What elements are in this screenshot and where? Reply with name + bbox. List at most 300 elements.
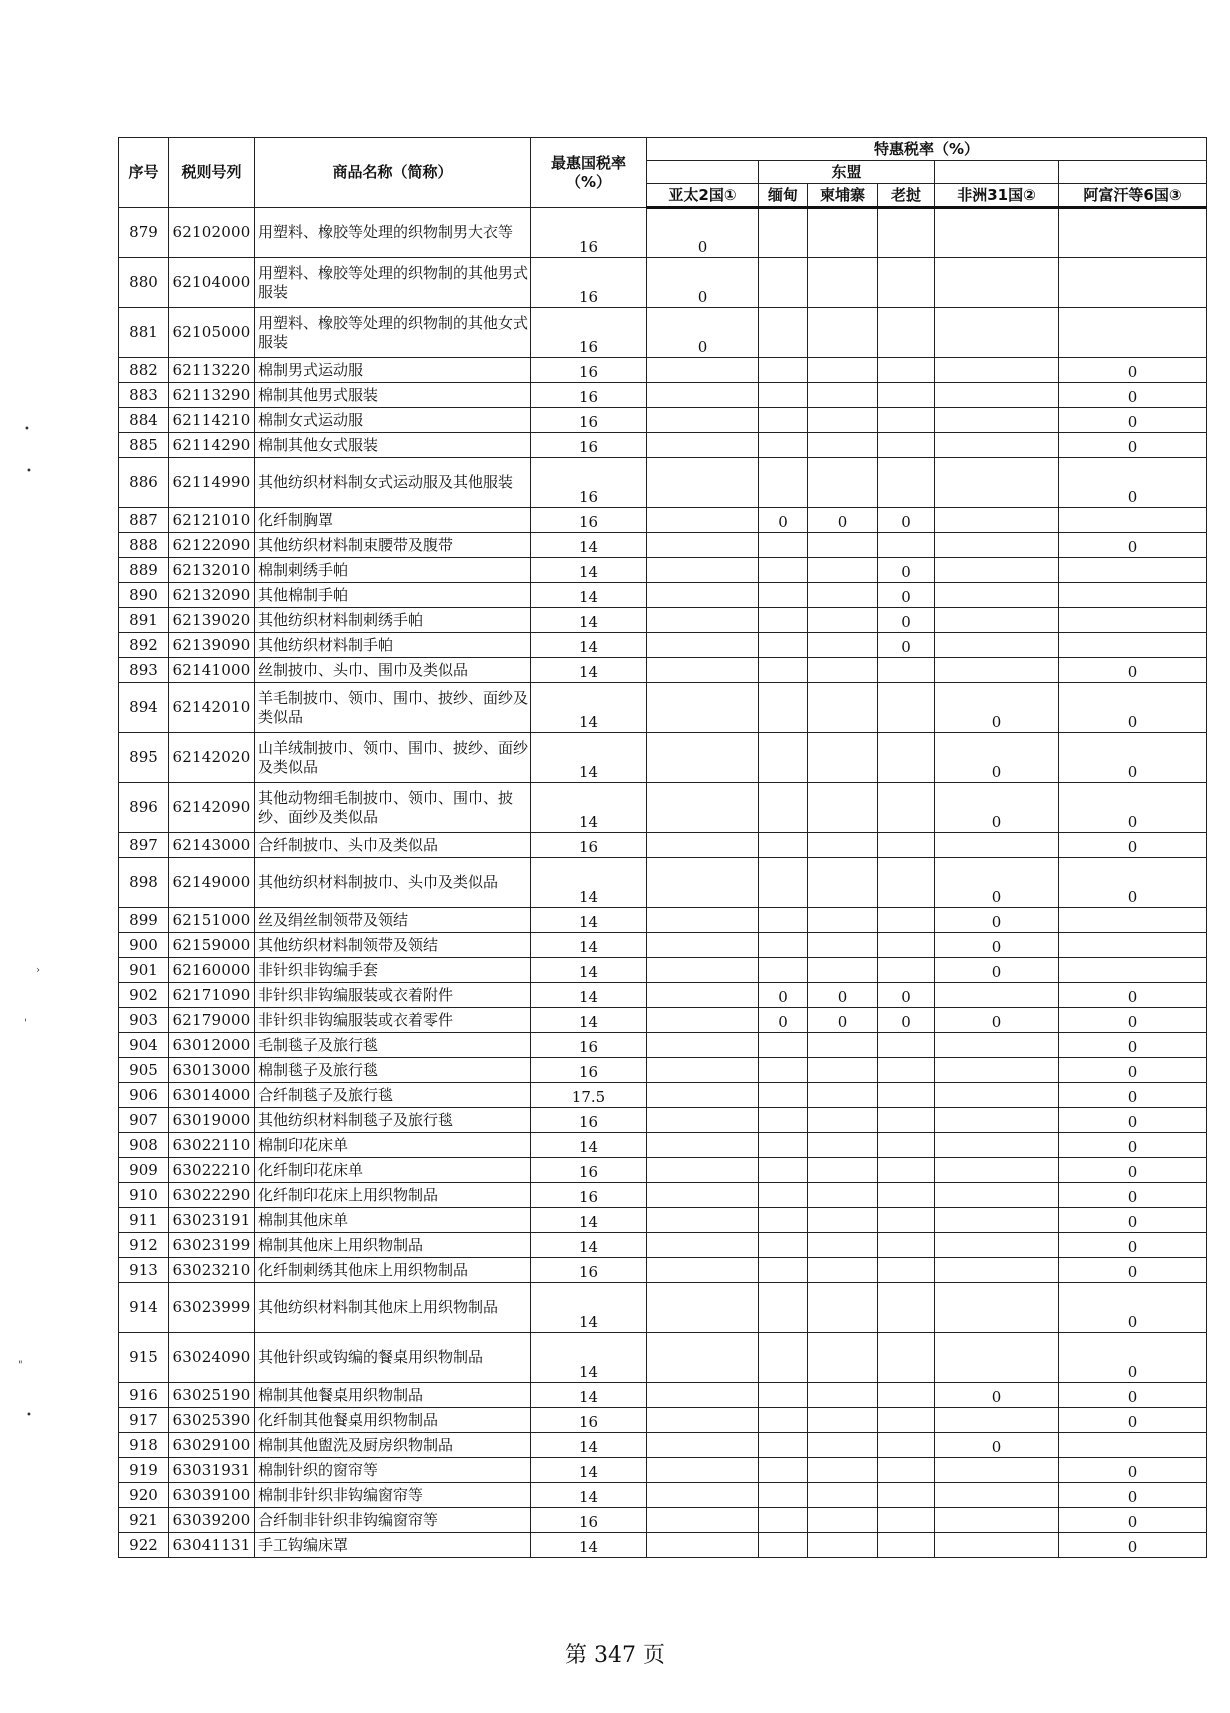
row-mm-rate	[759, 558, 808, 583]
row-mfn-rate: 14	[531, 1458, 647, 1483]
row-kh-rate	[808, 1058, 878, 1083]
row-af31-rate	[935, 1183, 1059, 1208]
row-mm-rate	[759, 1033, 808, 1058]
scan-speck: ›	[36, 965, 40, 976]
row-ap2-rate	[647, 908, 759, 933]
row-mfn-rate: 16	[531, 508, 647, 533]
row-mm-rate	[759, 1508, 808, 1533]
row-afg6-rate	[1059, 933, 1207, 958]
row-mfn-rate: 16	[531, 358, 647, 383]
row-af31-rate: 0	[935, 958, 1059, 983]
row-mfn-rate: 16	[531, 208, 647, 258]
row-af31-rate	[935, 658, 1059, 683]
row-seq: 902	[119, 983, 169, 1008]
row-code: 62114990	[169, 458, 255, 508]
row-kh-rate: 0	[808, 508, 878, 533]
table-row	[119, 783, 1207, 833]
row-seq: 896	[119, 783, 169, 833]
row-af31-rate	[935, 208, 1059, 258]
row-mm-rate	[759, 1133, 808, 1158]
row-ap2-rate	[647, 633, 759, 658]
row-code: 63025390	[169, 1408, 255, 1433]
row-mm-rate	[759, 1433, 808, 1458]
row-mm-rate	[759, 208, 808, 258]
row-mfn-rate: 14	[531, 658, 647, 683]
row-af31-rate	[935, 533, 1059, 558]
row-la-rate	[878, 1158, 935, 1183]
row-mfn-rate: 14	[531, 908, 647, 933]
row-name: 棉制毯子及旅行毯	[255, 1058, 531, 1083]
row-name: 棉制女式运动服	[255, 408, 531, 433]
header-mfn: 最惠国税率（%）	[531, 138, 647, 208]
row-mm-rate	[759, 1083, 808, 1108]
row-afg6-rate: 0	[1059, 1108, 1207, 1133]
row-name: 其他棉制手帕	[255, 583, 531, 608]
row-kh-rate	[808, 1033, 878, 1058]
row-af31-rate	[935, 1083, 1059, 1108]
table-row	[119, 583, 1207, 608]
row-kh-rate	[808, 383, 878, 408]
row-afg6-rate	[1059, 583, 1207, 608]
table-row	[119, 1458, 1207, 1483]
row-mfn-rate: 16	[531, 833, 647, 858]
row-kh-rate	[808, 408, 878, 433]
row-code: 62114290	[169, 433, 255, 458]
row-mm-rate	[759, 1533, 808, 1558]
scan-speck: •	[26, 1410, 32, 1421]
row-kh-rate	[808, 1233, 878, 1258]
row-kh-rate	[808, 1433, 878, 1458]
row-mm-rate	[759, 583, 808, 608]
table-row	[119, 1383, 1207, 1408]
row-ap2-rate	[647, 958, 759, 983]
row-code: 63031931	[169, 1458, 255, 1483]
header-ap2: 亚太2国①	[647, 184, 759, 208]
row-ap2-rate	[647, 1133, 759, 1158]
row-name: 羊毛制披巾、领巾、围巾、披纱、面纱及类似品	[255, 683, 531, 733]
row-code: 63025190	[169, 1383, 255, 1408]
row-ap2-rate	[647, 1433, 759, 1458]
row-af31-rate	[935, 983, 1059, 1008]
row-af31-rate: 0	[935, 908, 1059, 933]
row-afg6-rate: 0	[1059, 1408, 1207, 1433]
table-row	[119, 833, 1207, 858]
row-code: 62122090	[169, 533, 255, 558]
row-kh-rate	[808, 558, 878, 583]
row-kh-rate: 0	[808, 1008, 878, 1033]
row-afg6-rate: 0	[1059, 1458, 1207, 1483]
header-la: 老挝	[878, 184, 935, 208]
row-mfn-rate: 16	[531, 458, 647, 508]
row-mfn-rate: 16	[531, 1158, 647, 1183]
row-kh-rate	[808, 1483, 878, 1508]
row-mfn-rate: 14	[531, 1008, 647, 1033]
row-af31-rate	[935, 408, 1059, 433]
row-kh-rate	[808, 933, 878, 958]
scan-speck: •	[26, 466, 32, 477]
row-ap2-rate	[647, 1333, 759, 1383]
row-af31-rate: 0	[935, 1433, 1059, 1458]
row-kh-rate	[808, 308, 878, 358]
row-mm-rate	[759, 1208, 808, 1233]
row-af31-rate	[935, 633, 1059, 658]
row-mm-rate	[759, 1158, 808, 1183]
row-ap2-rate	[647, 1283, 759, 1333]
row-kh-rate: 0	[808, 983, 878, 1008]
row-kh-rate	[808, 1158, 878, 1183]
row-af31-rate: 0	[935, 783, 1059, 833]
row-name: 用塑料、橡胶等处理的织物制的其他女式服装	[255, 308, 531, 358]
table-row	[119, 1533, 1207, 1558]
row-la-rate	[878, 533, 935, 558]
scan-speck: "	[18, 1360, 23, 1371]
row-code: 63039100	[169, 1483, 255, 1508]
row-ap2-rate	[647, 983, 759, 1008]
row-name: 化纤制印花床上用织物制品	[255, 1183, 531, 1208]
row-code: 62160000	[169, 958, 255, 983]
row-name: 棉制其他床上用织物制品	[255, 1233, 531, 1258]
row-mm-rate	[759, 1258, 808, 1283]
row-seq: 922	[119, 1533, 169, 1558]
row-kh-rate	[808, 633, 878, 658]
row-kh-rate	[808, 733, 878, 783]
row-kh-rate	[808, 1383, 878, 1408]
row-mm-rate	[759, 858, 808, 908]
row-name: 棉制其他盥洗及厨房织物制品	[255, 1433, 531, 1458]
row-seq: 887	[119, 508, 169, 533]
row-af31-rate	[935, 1058, 1059, 1083]
row-seq: 889	[119, 558, 169, 583]
row-code: 62121010	[169, 508, 255, 533]
row-ap2-rate	[647, 458, 759, 508]
row-af31-rate	[935, 508, 1059, 533]
table-row	[119, 1408, 1207, 1433]
row-ap2-rate	[647, 583, 759, 608]
row-mm-rate: 0	[759, 983, 808, 1008]
row-mm-rate	[759, 1483, 808, 1508]
row-code: 62139090	[169, 633, 255, 658]
row-name: 棉制其他男式服装	[255, 383, 531, 408]
row-mfn-rate: 14	[531, 683, 647, 733]
row-afg6-rate: 0	[1059, 1508, 1207, 1533]
row-afg6-rate	[1059, 608, 1207, 633]
row-af31-rate: 0	[935, 1008, 1059, 1033]
table-row	[119, 508, 1207, 533]
row-af31-rate	[935, 1233, 1059, 1258]
row-mfn-rate: 16	[531, 433, 647, 458]
table-header	[119, 138, 1207, 208]
row-mfn-rate: 14	[531, 1483, 647, 1508]
row-code: 63023210	[169, 1258, 255, 1283]
row-la-rate	[878, 783, 935, 833]
row-mm-rate	[759, 1233, 808, 1258]
row-la-rate	[878, 1433, 935, 1458]
row-code: 62141000	[169, 658, 255, 683]
row-la-rate	[878, 1283, 935, 1333]
table-row	[119, 1483, 1207, 1508]
row-af31-rate	[935, 1458, 1059, 1483]
row-la-rate: 0	[878, 608, 935, 633]
row-ap2-rate	[647, 933, 759, 958]
row-name: 其他纺织材料制领带及领结	[255, 933, 531, 958]
table-row	[119, 858, 1207, 908]
row-seq: 907	[119, 1108, 169, 1133]
row-name: 其他纺织材料制手帕	[255, 633, 531, 658]
row-la-rate	[878, 1033, 935, 1058]
row-code: 63024090	[169, 1333, 255, 1383]
row-mm-rate	[759, 1283, 808, 1333]
row-ap2-rate	[647, 358, 759, 383]
row-name: 手工钩编床罩	[255, 1533, 531, 1558]
row-name: 其他动物细毛制披巾、领巾、围巾、披纱、面纱及类似品	[255, 783, 531, 833]
scan-speck: •	[24, 424, 30, 435]
row-seq: 882	[119, 358, 169, 383]
table-row	[119, 933, 1207, 958]
row-seq: 913	[119, 1258, 169, 1283]
row-ap2-rate	[647, 1208, 759, 1233]
row-af31-rate	[935, 1533, 1059, 1558]
row-name: 非针织非钩编手套	[255, 958, 531, 983]
row-seq: 901	[119, 958, 169, 983]
row-afg6-rate: 0	[1059, 1058, 1207, 1083]
row-la-rate	[878, 1383, 935, 1408]
row-mm-rate	[759, 933, 808, 958]
row-code: 62142010	[169, 683, 255, 733]
row-mfn-rate: 14	[531, 633, 647, 658]
row-name: 棉制针织的窗帘等	[255, 1458, 531, 1483]
row-mm-rate	[759, 633, 808, 658]
header-asean: 东盟	[759, 161, 935, 184]
row-mm-rate	[759, 958, 808, 983]
row-seq: 883	[119, 383, 169, 408]
row-seq: 888	[119, 533, 169, 558]
header-kh: 柬埔寨	[808, 184, 878, 208]
row-af31-rate	[935, 1133, 1059, 1158]
row-mfn-rate: 16	[531, 1408, 647, 1433]
row-af31-rate	[935, 1258, 1059, 1283]
row-code: 62113220	[169, 358, 255, 383]
row-af31-rate	[935, 583, 1059, 608]
row-code: 62142020	[169, 733, 255, 783]
row-la-rate	[878, 1258, 935, 1283]
row-seq: 920	[119, 1483, 169, 1508]
table-row	[119, 1508, 1207, 1533]
row-name: 化纤制胸罩	[255, 508, 531, 533]
row-mfn-rate: 14	[531, 1533, 647, 1558]
row-code: 62104000	[169, 258, 255, 308]
row-name: 棉制非针织非钩编窗帘等	[255, 1483, 531, 1508]
row-seq: 890	[119, 583, 169, 608]
row-la-rate	[878, 408, 935, 433]
row-la-rate	[878, 658, 935, 683]
row-code: 62151000	[169, 908, 255, 933]
row-afg6-rate: 0	[1059, 1158, 1207, 1183]
row-name: 其他纺织材料制女式运动服及其他服装	[255, 458, 531, 508]
row-seq: 915	[119, 1333, 169, 1383]
row-afg6-rate: 0	[1059, 1183, 1207, 1208]
row-af31-rate: 0	[935, 858, 1059, 908]
row-kh-rate	[808, 958, 878, 983]
row-afg6-rate	[1059, 1433, 1207, 1458]
row-ap2-rate	[647, 608, 759, 633]
row-seq: 916	[119, 1383, 169, 1408]
row-kh-rate	[808, 1108, 878, 1133]
row-mfn-rate: 16	[531, 1258, 647, 1283]
row-la-rate	[878, 1108, 935, 1133]
row-code: 63022110	[169, 1133, 255, 1158]
table-row	[119, 1083, 1207, 1108]
row-mfn-rate: 14	[531, 558, 647, 583]
row-afg6-rate: 0	[1059, 458, 1207, 508]
row-af31-rate	[935, 608, 1059, 633]
row-ap2-rate	[647, 558, 759, 583]
row-afg6-rate: 0	[1059, 733, 1207, 783]
table-row	[119, 1058, 1207, 1083]
row-mfn-rate: 14	[531, 1208, 647, 1233]
row-mm-rate	[759, 533, 808, 558]
row-afg6-rate: 0	[1059, 1283, 1207, 1333]
row-ap2-rate	[647, 1083, 759, 1108]
row-af31-rate	[935, 258, 1059, 308]
row-ap2-rate: 0	[647, 308, 759, 358]
row-af31-rate	[935, 1483, 1059, 1508]
header-seq: 序号	[119, 138, 169, 208]
row-afg6-rate: 0	[1059, 658, 1207, 683]
table-row	[119, 908, 1207, 933]
row-la-rate	[878, 1208, 935, 1233]
scan-speck: '	[24, 1018, 27, 1029]
row-kh-rate	[808, 1258, 878, 1283]
row-name: 棉制印花床单	[255, 1133, 531, 1158]
row-seq: 908	[119, 1133, 169, 1158]
row-name: 其他纺织材料制刺绣手帕	[255, 608, 531, 633]
row-afg6-rate: 0	[1059, 833, 1207, 858]
row-mfn-rate: 16	[531, 408, 647, 433]
table-row	[119, 1283, 1207, 1333]
row-seq: 900	[119, 933, 169, 958]
row-af31-rate	[935, 1408, 1059, 1433]
header-af31: 非洲31国②	[935, 184, 1059, 208]
row-kh-rate	[808, 1133, 878, 1158]
row-seq: 881	[119, 308, 169, 358]
row-mfn-rate: 16	[531, 308, 647, 358]
row-ap2-rate	[647, 1033, 759, 1058]
row-mfn-rate: 14	[531, 983, 647, 1008]
row-la-rate	[878, 908, 935, 933]
row-kh-rate	[808, 458, 878, 508]
row-kh-rate	[808, 358, 878, 383]
row-afg6-rate	[1059, 958, 1207, 983]
table-row	[119, 1108, 1207, 1133]
row-mfn-rate: 14	[531, 583, 647, 608]
row-name: 非针织非钩编服装或衣着零件	[255, 1008, 531, 1033]
row-mm-rate	[759, 458, 808, 508]
row-la-rate	[878, 858, 935, 908]
row-mfn-rate: 14	[531, 1333, 647, 1383]
tariff-table	[118, 137, 1207, 1558]
row-seq: 905	[119, 1058, 169, 1083]
table-row	[119, 608, 1207, 633]
row-name: 棉制男式运动服	[255, 358, 531, 383]
row-ap2-rate	[647, 533, 759, 558]
row-afg6-rate: 0	[1059, 858, 1207, 908]
row-kh-rate	[808, 1083, 878, 1108]
row-seq: 910	[119, 1183, 169, 1208]
row-name: 用塑料、橡胶等处理的织物制的其他男式服装	[255, 258, 531, 308]
row-af31-rate	[935, 1333, 1059, 1383]
row-la-rate	[878, 1508, 935, 1533]
row-mm-rate	[759, 1183, 808, 1208]
table-row	[119, 208, 1207, 258]
row-afg6-rate: 0	[1059, 1208, 1207, 1233]
row-la-rate	[878, 958, 935, 983]
row-afg6-rate: 0	[1059, 1008, 1207, 1033]
row-la-rate: 0	[878, 633, 935, 658]
row-mfn-rate: 14	[531, 1383, 647, 1408]
row-name: 丝制披巾、头巾、围巾及类似品	[255, 658, 531, 683]
row-mm-rate	[759, 833, 808, 858]
row-af31-rate	[935, 458, 1059, 508]
row-code: 63022290	[169, 1183, 255, 1208]
row-ap2-rate	[647, 508, 759, 533]
row-kh-rate	[808, 1283, 878, 1333]
row-kh-rate	[808, 1533, 878, 1558]
row-ap2-rate	[647, 1258, 759, 1283]
row-seq: 879	[119, 208, 169, 258]
row-afg6-rate: 0	[1059, 683, 1207, 733]
row-name: 其他纺织材料制束腰带及腹带	[255, 533, 531, 558]
row-seq: 906	[119, 1083, 169, 1108]
row-kh-rate	[808, 1508, 878, 1533]
row-mfn-rate: 17.5	[531, 1083, 647, 1108]
header-mm: 缅甸	[759, 184, 808, 208]
row-mm-rate	[759, 358, 808, 383]
row-la-rate	[878, 433, 935, 458]
row-name: 化纤制印花床单	[255, 1158, 531, 1183]
row-name: 化纤制其他餐桌用织物制品	[255, 1408, 531, 1433]
row-af31-rate	[935, 358, 1059, 383]
row-af31-rate: 0	[935, 933, 1059, 958]
table-row	[119, 683, 1207, 733]
table-row	[119, 958, 1207, 983]
row-la-rate	[878, 733, 935, 783]
row-code: 62102000	[169, 208, 255, 258]
row-af31-rate	[935, 308, 1059, 358]
table-row	[119, 308, 1207, 358]
row-ap2-rate: 0	[647, 258, 759, 308]
row-name: 用塑料、橡胶等处理的织物制男大衣等	[255, 208, 531, 258]
row-mm-rate	[759, 408, 808, 433]
row-seq: 893	[119, 658, 169, 683]
row-ap2-rate	[647, 1383, 759, 1408]
row-code: 62142090	[169, 783, 255, 833]
row-seq: 899	[119, 908, 169, 933]
row-mfn-rate: 14	[531, 858, 647, 908]
row-seq: 886	[119, 458, 169, 508]
row-ap2-rate	[647, 833, 759, 858]
row-name: 合纤制非针织非钩编窗帘等	[255, 1508, 531, 1533]
row-code: 63023191	[169, 1208, 255, 1233]
row-code: 63014000	[169, 1083, 255, 1108]
row-ap2-rate	[647, 408, 759, 433]
row-la-rate	[878, 1233, 935, 1258]
row-code: 63029100	[169, 1433, 255, 1458]
row-la-rate	[878, 1183, 935, 1208]
row-code: 62179000	[169, 1008, 255, 1033]
row-la-rate	[878, 1483, 935, 1508]
row-code: 63012000	[169, 1033, 255, 1058]
table-row	[119, 733, 1207, 783]
